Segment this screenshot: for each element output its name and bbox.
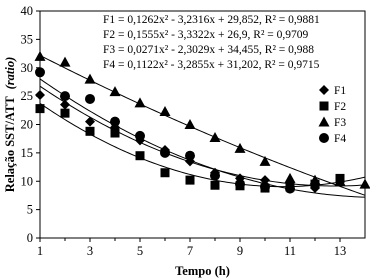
legend-item-f2 (320, 101, 347, 113)
legend-marker-f2 (320, 102, 329, 111)
data-point-f3 (210, 132, 221, 142)
x-tick-label: 3 (86, 244, 94, 258)
data-point-f1 (85, 117, 95, 127)
data-point-f3 (60, 57, 71, 67)
series-f3 (35, 51, 370, 189)
x-tick-label: 13 (333, 244, 347, 258)
regression-equations (103, 14, 320, 71)
y-axis-title-main: Relação SST/ATT (3, 96, 17, 193)
axes (21, 4, 347, 258)
legend-item-f3 (319, 117, 347, 130)
data-point-f4 (35, 67, 45, 77)
data-point-f4 (185, 151, 195, 161)
data-point-f4 (160, 148, 170, 158)
legend (319, 85, 347, 145)
equation-f2: F2 = 0,1555x² - 3,3322x + 26,9, R² = 0,9709 (103, 29, 309, 41)
data-point-f4 (210, 171, 220, 181)
y-tick-label: 5 (26, 202, 33, 217)
data-point-f4 (285, 184, 295, 194)
data-point-f2 (86, 127, 95, 136)
data-point-f3 (35, 51, 46, 61)
legend-label-f2: F2 (334, 101, 347, 113)
data-point-f3 (360, 179, 370, 189)
legend-label-f3: F3 (334, 117, 347, 129)
data-point-f3 (160, 106, 171, 116)
y-tick-label: 10 (20, 174, 33, 189)
data-point-f1 (60, 100, 70, 110)
data-point-f4 (85, 94, 95, 104)
y-tick-label: 15 (20, 145, 33, 160)
y-tick-label: 40 (20, 4, 33, 18)
data-point-f4 (235, 179, 245, 189)
data-point-f4 (135, 131, 145, 141)
legend-marker-f4 (319, 133, 329, 143)
legend-item-f4 (319, 133, 346, 145)
legend-marker-f3 (319, 117, 330, 127)
y-tick-label: 30 (20, 60, 33, 75)
x-tick-label: 7 (186, 244, 194, 258)
data-point-f1 (35, 90, 45, 100)
legend-label-f4: F4 (334, 133, 347, 145)
data-point-f3 (185, 119, 196, 129)
x-tick-label: 9 (236, 244, 244, 258)
legend-label-f1: F1 (334, 85, 347, 97)
y-axis-title-unit: (ratio) (3, 56, 17, 90)
x-axis-title: Tempo (h) (175, 264, 230, 278)
y-tick-label: 25 (20, 89, 33, 104)
data-point-f2 (161, 168, 170, 177)
y-tick-label: 35 (20, 32, 33, 47)
data-point-f4 (260, 182, 270, 192)
x-tick-label: 1 (36, 244, 44, 258)
data-point-f2 (186, 176, 195, 185)
y-tick-label: 20 (20, 117, 33, 132)
y-tick-label: 0 (26, 231, 33, 245)
y-axis-title (3, 57, 17, 193)
data-point-f3 (235, 143, 246, 153)
data-point-f2 (211, 181, 220, 190)
data-point-f2 (136, 151, 145, 160)
series-f1 (35, 90, 320, 193)
data-point-f4 (60, 91, 70, 101)
data-point-f3 (110, 86, 121, 96)
equation-f1: F1 = 0,1262x² - 3,2316x + 29,852, R² = 0,9881 (103, 14, 320, 26)
legend-item-f1 (319, 85, 346, 97)
fit-curve-f2 (40, 103, 365, 186)
data-point-f2 (36, 104, 45, 113)
data-markers (35, 51, 370, 194)
equation-f3: F3 = 0,0271x² - 2,3029x + 34,455, R² = 0,988 (103, 44, 314, 56)
equation-f4: F4 = 0,1122x² - 3,2855x + 31,202, R² = 0,9715 (103, 59, 320, 71)
series-f2 (36, 104, 345, 192)
data-point-f3 (260, 156, 271, 166)
x-tick-label: 11 (283, 244, 297, 258)
data-point-f2 (61, 109, 70, 118)
data-point-f2 (111, 129, 120, 138)
x-tick-label: 5 (136, 244, 144, 258)
data-point-f3 (285, 173, 296, 183)
data-point-f4 (110, 117, 120, 127)
legend-marker-f1 (319, 85, 329, 95)
